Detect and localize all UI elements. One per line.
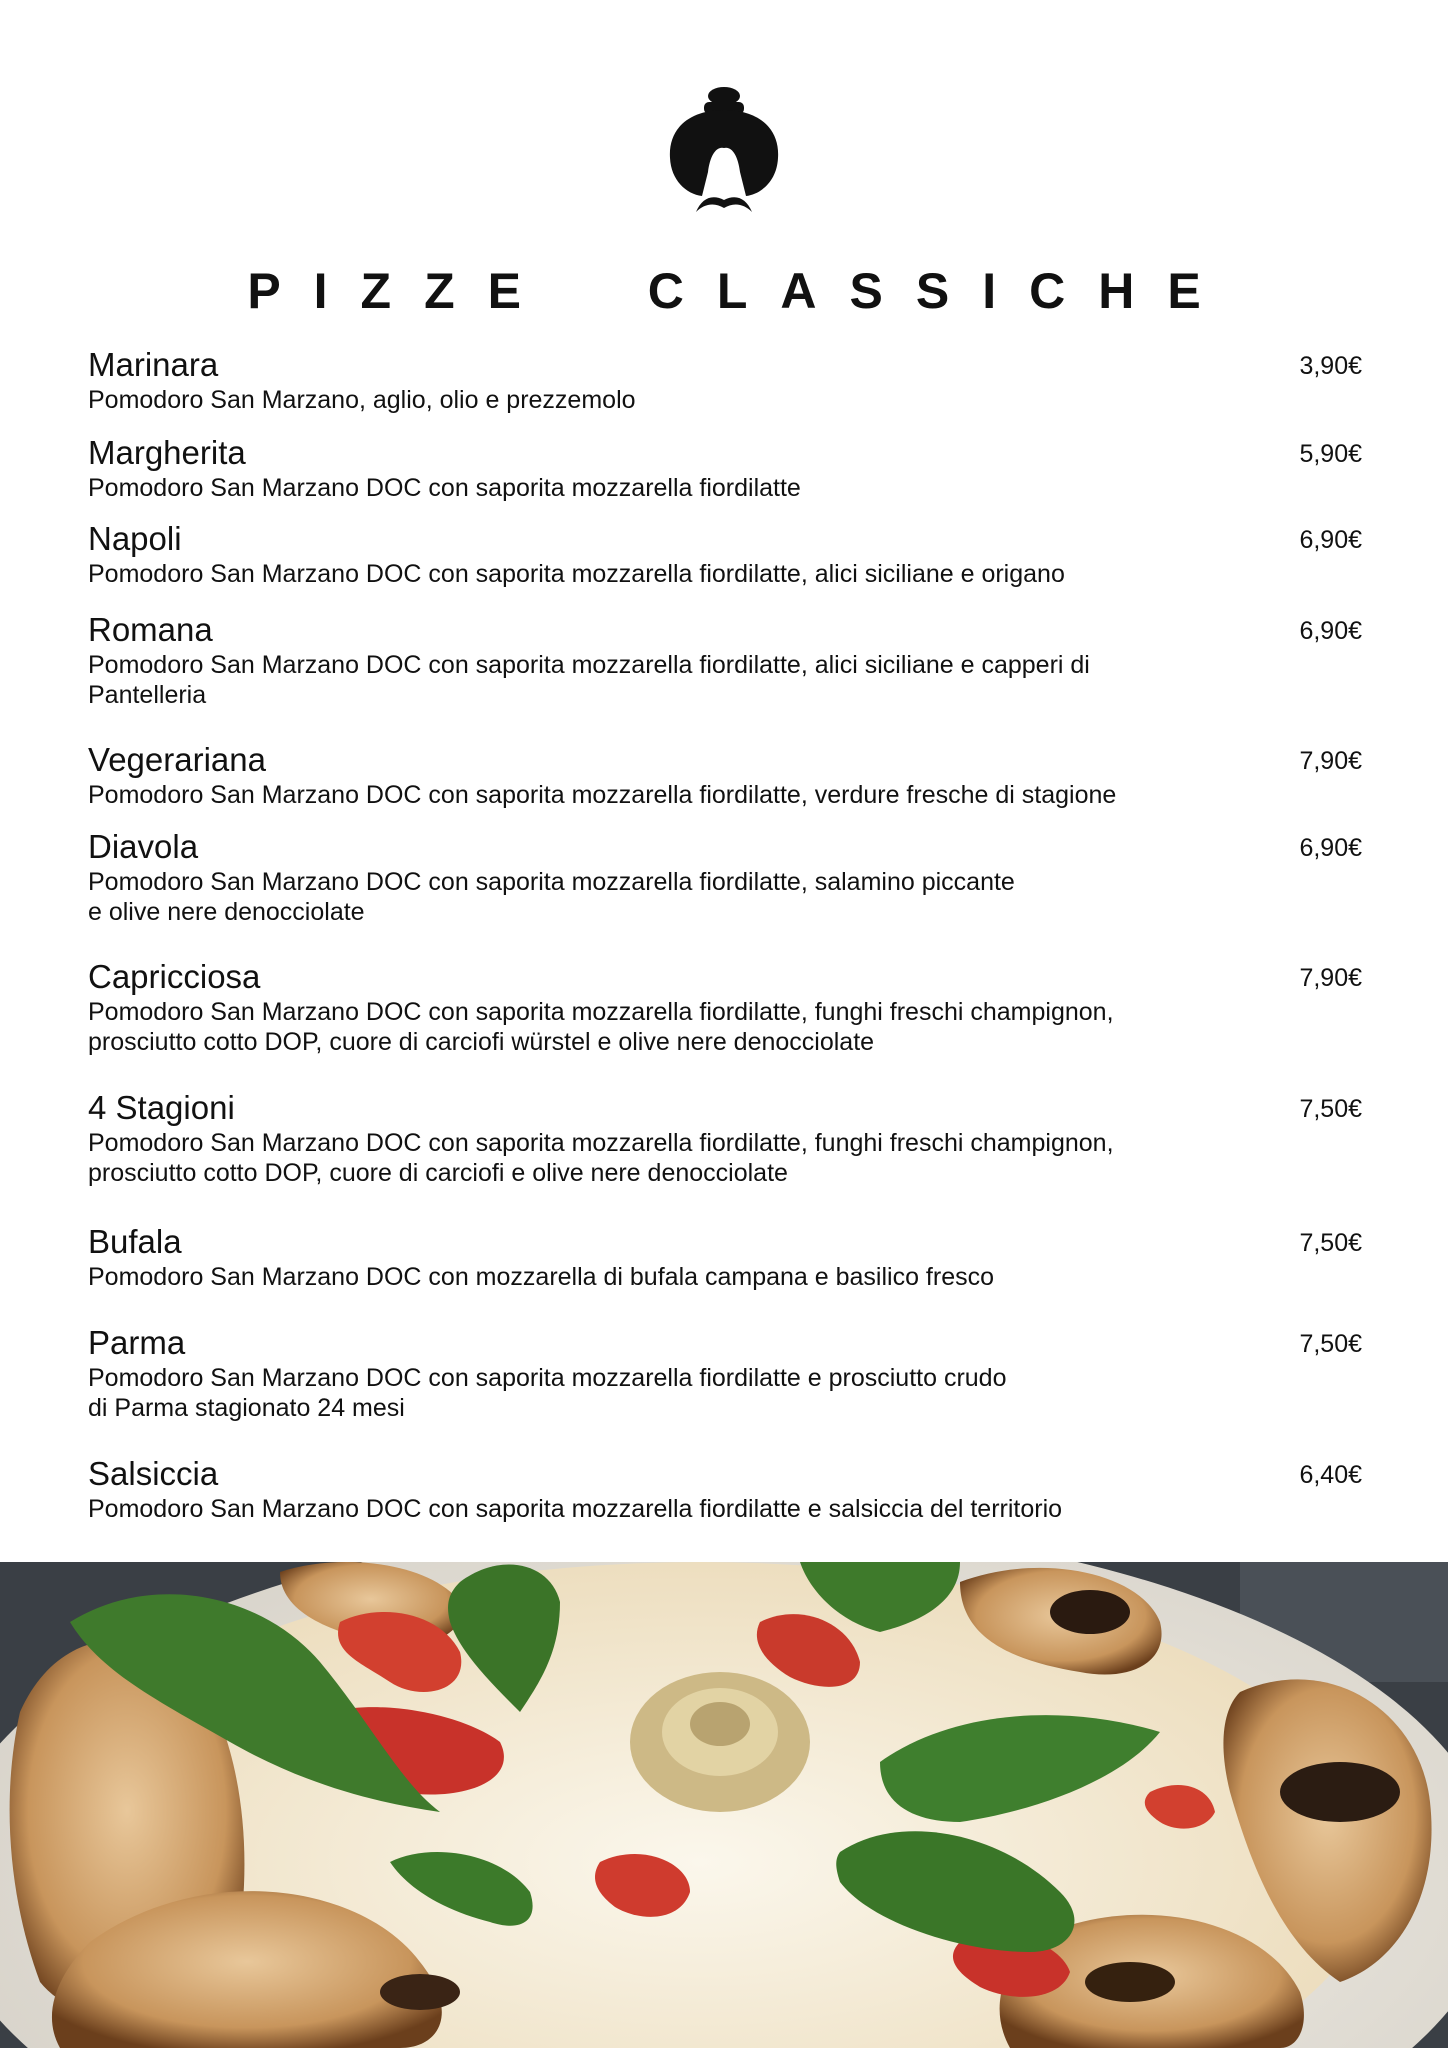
menu-item-napoli [88,520,1362,589]
item-name: Vegerariana [88,741,266,778]
pizza-photo [0,1562,1448,2048]
item-description: Pomodoro San Marzano DOC con saporita mozzarella fiordilatte e salsiccia del territorio [88,1495,1063,1523]
item-name: Bufala [88,1223,182,1260]
item-description: Pomodoro San Marzano DOC con saporita mozzarella fiordilatte, alici siciliane e origano [88,560,1065,588]
item-name: Napoli [88,520,182,557]
item-description: Pomodoro San Marzano DOC con mozzarella di bufala campana e basilico fresco [88,1263,995,1291]
menu-item-salsiccia [88,1455,1362,1524]
item-name: Marinara [88,346,219,383]
item-description: Pomodoro San Marzano, aglio, olio e prezzemolo [88,386,636,414]
item-name: 4 Stagioni [88,1089,235,1126]
item-description: Pomodoro San Marzano DOC con saporita mozzarella fiordilatte, funghi freschi champignon, prosciutto cotto DOP, cuore di carciofi würstel e olive nere denocciolate [88,998,1114,1056]
item-name: Diavola [88,828,199,865]
item-price: 6,90€ [1299,617,1362,645]
item-name: Romana [88,611,213,648]
item-description: Pomodoro San Marzano DOC con saporita mozzarella fiordilatte e prosciutto crudo di Parma stagionato 24 mesi [88,1364,1007,1422]
item-description: Pomodoro San Marzano DOC con saporita mozzarella fiordilatte [88,474,801,502]
item-price: 7,90€ [1299,964,1362,992]
item-price: 7,50€ [1299,1330,1362,1358]
menu-item-parma [88,1324,1362,1423]
menu-item-vegerariana [88,741,1362,810]
item-description: Pomodoro San Marzano DOC con saporita mozzarella fiordilatte, funghi freschi champignon, prosciutto cotto DOP, cuore di carciofi e olive nere denocciolate [88,1129,1114,1187]
item-price: 6,90€ [1299,834,1362,862]
menu-item-bufala [88,1223,1362,1292]
item-price: 6,40€ [1299,1461,1362,1489]
item-price: 3,90€ [1299,352,1362,380]
item-name: Margherita [88,434,246,471]
menu-item-diavola [88,828,1362,927]
logo-icon [664,86,784,214]
menu-item-romana [88,611,1362,710]
item-price: 5,90€ [1299,440,1362,468]
item-description: Pomodoro San Marzano DOC con saporita mozzarella fiordilatte, alici siciliane e capperi di Pantelleria [88,651,1090,709]
item-name: Parma [88,1324,186,1361]
item-name: Salsiccia [88,1455,219,1492]
item-description: Pomodoro San Marzano DOC con saporita mozzarella fiordilatte, verdure fresche di stagione [88,781,1117,809]
menu-item-capricciosa [88,958,1362,1057]
item-price: 6,90€ [1299,526,1362,554]
item-description: Pomodoro San Marzano DOC con saporita mozzarella fiordilatte, salamino piccante e olive nere denocciolate [88,868,1015,926]
menu-item-4-stagioni [88,1089,1362,1188]
menu-item-marinara [88,346,1362,415]
menu-item-margherita [88,434,1362,503]
item-price: 7,50€ [1299,1095,1362,1123]
item-price: 7,50€ [1299,1229,1362,1257]
item-name: Capricciosa [88,958,261,995]
item-price: 7,90€ [1299,747,1362,775]
page-title: PIZZE CLASSICHE [247,263,1234,319]
